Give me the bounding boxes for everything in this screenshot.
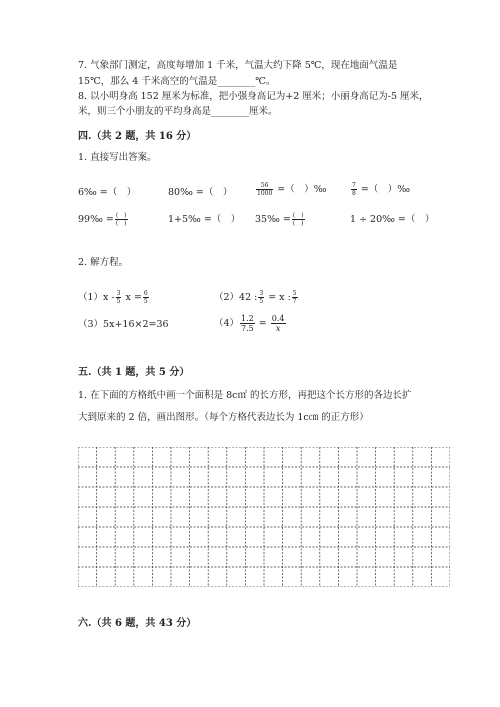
eq-mid: = [255, 318, 270, 329]
section4-q2-title: 2. 解方程。 [78, 257, 129, 268]
q7-line2: 15℃，那么 4 千米高空的气温是________℃。 [78, 76, 276, 87]
frac-den: 1000 [257, 190, 273, 197]
calc-pre: 35‰ = [255, 214, 291, 225]
eq-mid: = x : [265, 292, 291, 303]
calc-pre: 99‰ = [78, 214, 114, 225]
section4-q1-title: 1. 直接写出答案。 [78, 152, 157, 163]
equation-4 [214, 314, 287, 333]
frac-den: 7 [292, 298, 297, 305]
frac-num: 56 [256, 182, 273, 190]
frac-den: ( ) [115, 220, 127, 227]
equation-1 [78, 290, 150, 305]
equation-2 [214, 290, 299, 305]
frac-den: 7.5 [241, 324, 254, 333]
eq-pre: （2）42 : [214, 292, 258, 303]
calc-35permille [255, 212, 306, 227]
frac-num: ( ) [115, 212, 127, 219]
section5-q1-line1: 1. 在下面的方格纸中画一个面积是 8c㎡ 的长方形，再把这个长方形的各边长扩 [78, 390, 412, 401]
section5-q1-line2: 大到原来的 2 倍，画出图形。（每个方格代表边长为 1c㎝ 的正方形） [78, 412, 369, 423]
equation-3: （3）5x+16×2=36 [78, 319, 169, 330]
frac-den: 5 [259, 298, 264, 305]
eq-pre: （1）x - [78, 292, 115, 303]
calc-1-plus-5permille: 1+5‰ =（ ） [168, 214, 241, 225]
frac-num: 5 [292, 290, 297, 297]
q7-line1: 7. 气象部门测定，高度每增加 1 千米，气温大约下降 5℃，现在地面气温是 [78, 60, 398, 71]
q8-line1: 8. 以小明身高 152 厘米为标准，把小强身高记为+2 厘米；小丽身高记为-5 厘米， [78, 91, 429, 102]
q8-line2: 米，则三个小朋友的平均身高是________厘米。 [78, 106, 278, 117]
eq-mid: x = [122, 292, 142, 303]
frac-num: 0.4 [271, 314, 285, 323]
section6-heading: 六.（共 6 题，共 43 分） [78, 618, 197, 629]
calc-56-over-1000 [255, 182, 327, 197]
frac-num: ( ) [292, 212, 304, 219]
frac-num: 7 [352, 182, 356, 189]
section4-heading: 四.（共 2 题，共 16 分） [78, 131, 197, 142]
calc-7-over-8 [350, 182, 410, 197]
calc-rest: =（ ）‰ [274, 184, 327, 195]
frac-den: ( ) [292, 220, 304, 227]
section5-heading: 五.（共 1 题，共 5 分） [78, 367, 190, 378]
frac-num: 3 [259, 290, 264, 297]
calc-80permille: 80‰ =（ ） [168, 187, 233, 198]
calc-6permille: 6‰ =（ ） [78, 187, 137, 198]
frac-num: 3 [116, 290, 121, 297]
eq-pre: （4） [214, 318, 240, 329]
frac-den: 5 [143, 298, 148, 305]
calc-rest: =（ ）‰ [357, 184, 411, 195]
square-grid[interactable] [78, 447, 450, 587]
calc-1-div-20permille: 1 ÷ 20‰ =（ ） [350, 214, 435, 225]
frac-den: 8 [352, 190, 356, 197]
calc-99permille [78, 212, 129, 227]
frac-den: x [275, 324, 281, 333]
frac-num: 6 [143, 290, 148, 297]
frac-den: 5 [116, 298, 121, 305]
frac-num: 1.2 [241, 314, 254, 323]
